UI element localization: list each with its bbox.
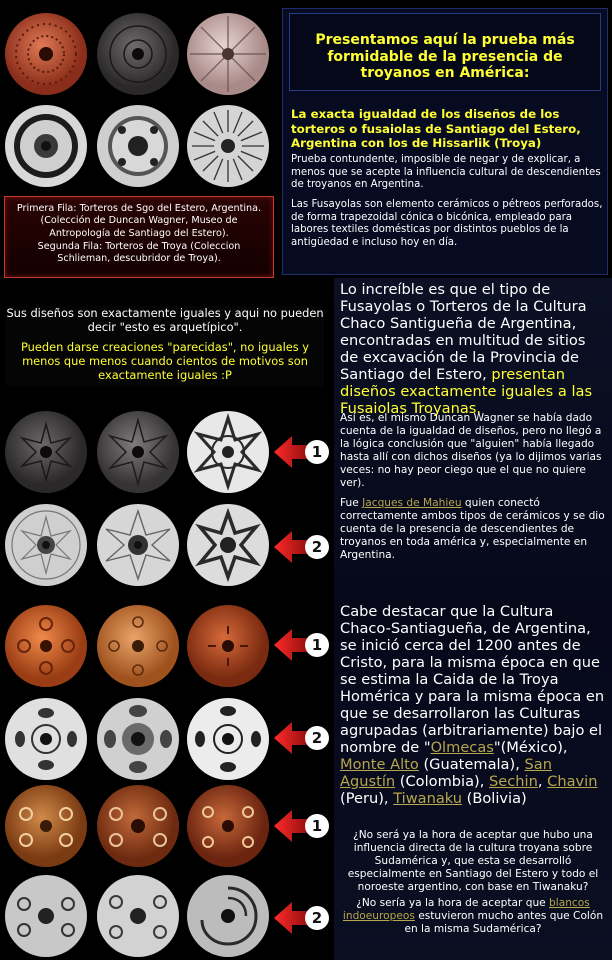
comparison-arrow: [272, 527, 332, 567]
spindle-whorl-image: [96, 12, 180, 96]
spindle-whorl-image: [96, 104, 180, 188]
right-paragraph-4-text-f: (Peru),: [340, 790, 394, 807]
right-paragraph-4: [340, 603, 606, 807]
right-paragraph-3-text-b: quien conectó correctamente ambos tipos de cerámicos y se dio cuenta de la presencia de descendientes de troyanos en toda américa y, especialmente en Argentina.: [340, 497, 605, 561]
spindle-whorl-image: [186, 410, 270, 494]
image-caption-box: [4, 196, 274, 278]
right-question-1: ¿No será ya la hora de aceptar que hubo una influencia directa de la cultura troyana sobre Sudamérica y, que esta se desarrolló especialmente en Santiago del Estero y todo el noroeste argentino, con base en Tiwanaku?: [347, 829, 599, 893]
title-frame: [289, 13, 601, 91]
intro-paragraph-2: Las Fusayolas son elemento cerámicos o pétreos perforados, de forma trapezoidal cónica o bicónica, empleado para labores textiles domésticas por distintos pueblos de la antigüedad e incluso hoy en día.: [291, 199, 603, 248]
spindle-whorl-image: [96, 874, 180, 958]
spindle-whorl-image: [186, 104, 270, 188]
right-paragraph-4-text-a: Cabe destacar que la Cultura Chaco-Santiagueña, de Argentina, se inició cerca del 1200 antes de Cristo, para la misma época en que se estima la Caida de la Troya Homérica y para la misma época en que se desarrollaron las Culturas agrupadas (arbitrariamente) bajo el nombre de ": [340, 603, 605, 756]
arrow-number-badge: 2: [305, 535, 329, 559]
right-paragraph-4-text-d: (Colombia),: [395, 773, 490, 790]
caption-row-2: Segunda Fila: Torteros de Troya (Coleccion Schlieman, descubridor de Troya).: [37, 241, 241, 265]
intro-panel: [282, 8, 608, 275]
spindle-whorl-image: [4, 12, 88, 96]
comparison-arrow: [272, 432, 332, 472]
right-paragraph-4-text-e: ,: [537, 773, 548, 790]
arrow-number-badge: 1: [305, 633, 329, 657]
arrow-number-badge: 2: [305, 726, 329, 750]
spindle-whorl-image: [186, 503, 270, 587]
arrow-number-badge: 2: [305, 906, 329, 930]
spindle-whorl-image: [96, 697, 180, 781]
spindle-whorl-image: [186, 784, 270, 868]
right-paragraph-4-text-g: (Bolivia): [462, 790, 527, 807]
comparison-note-white: Sus diseños son exactamente iguales y aqui no pueden decir "esto es arquetípico".: [6, 306, 324, 334]
monte-alto-link[interactable]: Monte Alto: [340, 756, 419, 773]
spindle-whorl-image: [4, 410, 88, 494]
sechin-link[interactable]: Sechin: [489, 773, 538, 790]
spindle-whorl-image: [186, 604, 270, 688]
spindle-whorl-image: [96, 410, 180, 494]
right-question-2-text-b: estuvieron mucho antes que Colón en la misma Sudamérica?: [404, 910, 604, 935]
arrow-number-badge: 1: [305, 814, 329, 838]
jacques-de-mahieu-link[interactable]: Jacques de Mahieu: [362, 497, 462, 509]
comparison-arrow: [272, 718, 332, 758]
comparison-note: [6, 306, 324, 386]
chavin-link[interactable]: Chavin: [547, 773, 598, 790]
spindle-whorl-image: [96, 784, 180, 868]
comparison-arrow: [272, 806, 332, 846]
caption-row-1: Primera Fila: Torteros de Sgo del Estero, Argentina. (Colección de Duncan Wagner, Museo de Antropología de Santiago del Estero).: [16, 203, 262, 239]
right-paragraph-1-highlight: presentan diseños exactamente iguales a las Fusaiolas Troyanas.: [340, 366, 593, 417]
san-agustin-link[interactable]: San Agustín: [340, 756, 552, 790]
right-paragraph-2: Así es, el mismo Duncan Wagner se había dado cuenta de la igualdad de diseños, pero no llegó a la lógica conclusión que "alguien" había llegado hasta allí con dichos diseños (ya lo dijimos varias veces: no hay peor ciego que el que no quiere ver).: [340, 412, 602, 489]
spindle-whorl-image: [186, 874, 270, 958]
spindle-whorl-image: [186, 12, 270, 96]
right-question-2: [340, 897, 606, 936]
right-paragraph-4-text-b: "(México),: [493, 739, 568, 756]
right-paragraph-3: [340, 497, 606, 562]
spindle-whorl-image: [186, 697, 270, 781]
olmecas-link[interactable]: Olmecas: [430, 739, 494, 756]
spindle-whorl-image: [4, 784, 88, 868]
right-question-2-text-a: ¿No sería ya la hora de aceptar que: [356, 897, 550, 909]
spindle-whorl-image: [4, 503, 88, 587]
comparison-note-yellow: Pueden darse creaciones "parecidas", no iguales y menos que menos cuando cientos de motivos son exactamente iguales :P: [20, 340, 310, 382]
spindle-whorl-image: [96, 604, 180, 688]
comparison-arrow: [272, 625, 332, 665]
spindle-whorl-image: [4, 604, 88, 688]
intro-subtitle: La exacta igualdad de los diseños de los torteros o fusaiolas de Santiago del Estero, Argentina con los de Hissarlik (Troya): [291, 107, 581, 150]
intro-paragraph-1: Prueba contundente, imposible de negar y de explicar, a menos que se acepte la influencia cultural de descendientes de troyanos en Argentina.: [291, 154, 601, 191]
tiwanaku-link[interactable]: Tiwanaku: [393, 790, 463, 807]
right-paragraph-1-text: Lo increíble es que el tipo de Fusayolas o Torteros de la Cultura Chaco Santigueña de Argentina, encontradas en multitud de sitios de excavación de la Provincia de Santiago del Estero,: [340, 281, 587, 383]
spindle-whorl-image: [4, 697, 88, 781]
right-paragraph-1: [340, 281, 606, 417]
spindle-whorl-image: [4, 874, 88, 958]
spindle-whorl-image: [4, 104, 88, 188]
page-title: Presentamos aquí la prueba más formidable de la presencia de troyanos en América:: [315, 32, 575, 81]
right-paragraph-4-text-c: (Guatemala),: [418, 756, 525, 773]
blancos-indoeuropeos-link[interactable]: blancos indoeuropeos: [342, 897, 590, 922]
comparison-arrow: [272, 898, 332, 938]
arrow-number-badge: 1: [305, 440, 329, 464]
right-paragraph-3-text-a: Fue: [340, 497, 363, 509]
spindle-whorl-image: [96, 503, 180, 587]
